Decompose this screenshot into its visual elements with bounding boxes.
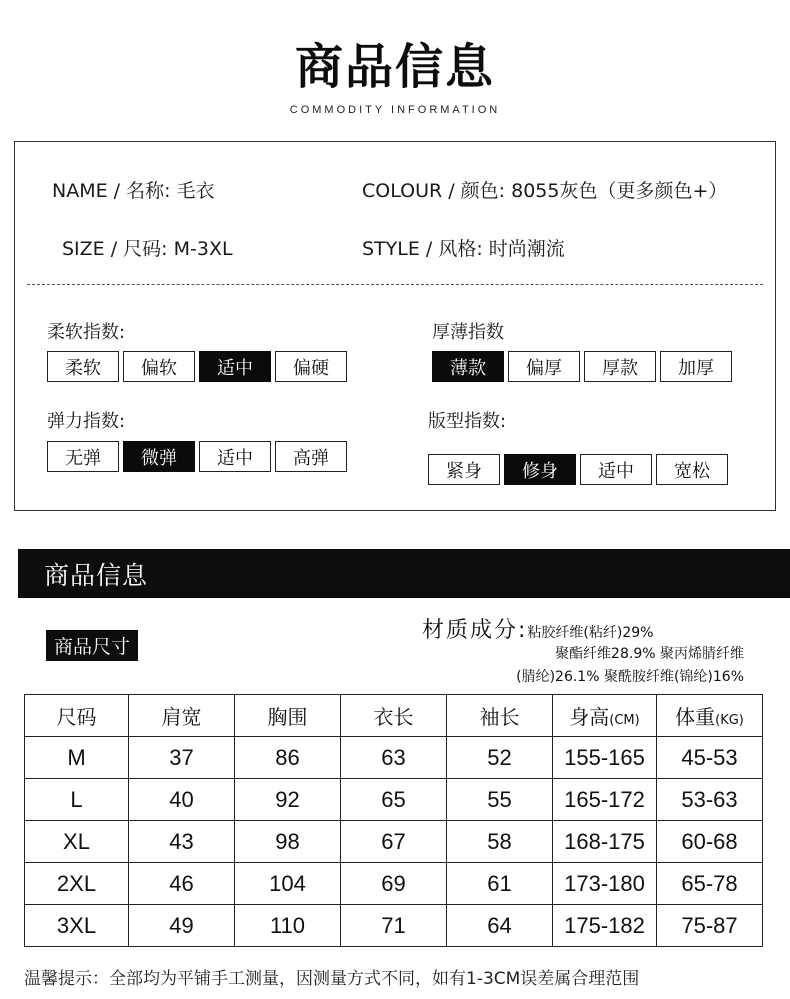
column-header-label: 体重: [675, 705, 716, 729]
table-cell: 155-165: [553, 737, 657, 779]
fit-option: 修身: [504, 454, 576, 485]
product-info-box: [14, 141, 776, 511]
table-cell: 55: [447, 779, 553, 821]
table-cell: XL: [25, 821, 129, 863]
table-cell: 3XL: [25, 905, 129, 947]
colour-field: COLOUR / 颜色: 8055灰色（更多颜色+）: [362, 180, 728, 202]
material-line-1: 粘胶纤维(粘纤)29%: [527, 625, 654, 641]
fit-option: 适中: [580, 454, 652, 485]
table-cell: 65-78: [657, 863, 763, 905]
table-cell: 40: [129, 779, 235, 821]
fit-label: 版型指数:: [428, 411, 507, 432]
elasticity-option: 适中: [199, 441, 271, 472]
column-header: [235, 695, 341, 737]
elasticity-option: 微弹: [123, 441, 195, 472]
elasticity-label: 弹力指数:: [47, 411, 126, 432]
table-cell: 61: [447, 863, 553, 905]
table-cell: 64: [447, 905, 553, 947]
fit-option: 宽松: [656, 454, 728, 485]
table-cell: 67: [341, 821, 447, 863]
table-cell: 2XL: [25, 863, 129, 905]
table-cell: 63: [341, 737, 447, 779]
thickness-option: 偏厚: [508, 351, 580, 382]
column-header: [553, 695, 657, 737]
table-cell: 69: [341, 863, 447, 905]
table-row: [25, 779, 763, 821]
size-table-header: [25, 695, 763, 737]
column-header-label: 尺码: [56, 705, 97, 729]
material-line-3: (腈纶)26.1% 聚酰胺纤维(锦纶)16%: [516, 669, 744, 685]
size-tag: 商品尺寸: [46, 630, 138, 661]
table-cell: 65: [341, 779, 447, 821]
thickness-option: 厚款: [584, 351, 656, 382]
table-cell: 75-87: [657, 905, 763, 947]
softness-option: 偏软: [123, 351, 195, 382]
table-cell: 60-68: [657, 821, 763, 863]
column-header: [341, 695, 447, 737]
table-cell: 53-63: [657, 779, 763, 821]
table-cell: 165-172: [553, 779, 657, 821]
column-header-unit: (KG): [715, 713, 744, 728]
table-cell: 173-180: [553, 863, 657, 905]
name-field: NAME / 名称: 毛衣: [52, 180, 215, 202]
table-row: [25, 737, 763, 779]
table-cell: M: [25, 737, 129, 779]
table-cell: 168-175: [553, 821, 657, 863]
table-row: [25, 863, 763, 905]
table-cell: 175-182: [553, 905, 657, 947]
elasticity-options: [47, 441, 347, 472]
table-cell: 98: [235, 821, 341, 863]
dashed-divider: [27, 284, 763, 285]
table-cell: 104: [235, 863, 341, 905]
size-table-body: [25, 737, 763, 947]
column-header: [657, 695, 763, 737]
table-row: [25, 905, 763, 947]
column-header-unit: (CM): [609, 713, 640, 728]
column-header: [447, 695, 553, 737]
thickness-label: 厚薄指数: [432, 322, 504, 343]
thickness-option: 加厚: [660, 351, 732, 382]
table-cell: 46: [129, 863, 235, 905]
material-heading-label: 材质成分:: [422, 618, 528, 643]
table-cell: 58: [447, 821, 553, 863]
table-cell: 49: [129, 905, 235, 947]
column-header-label: 肩宽: [161, 705, 202, 729]
softness-option: 适中: [199, 351, 271, 382]
column-header-label: 袖长: [479, 705, 520, 729]
section-header-bar: 商品信息: [18, 549, 790, 598]
page-title: 商品信息: [294, 39, 495, 95]
table-cell: 45-53: [657, 737, 763, 779]
softness-option: 偏硬: [275, 351, 347, 382]
table-cell: L: [25, 779, 129, 821]
material-line-2: 聚酯纤维28.9% 聚丙烯腈纤维: [555, 646, 744, 662]
elasticity-option: 无弹: [47, 441, 119, 472]
thickness-options: [432, 351, 732, 382]
table-cell: 110: [235, 905, 341, 947]
column-header-label: 胸围: [267, 705, 308, 729]
column-header-label: 身高: [569, 705, 610, 729]
thickness-option: 薄款: [432, 351, 504, 382]
elasticity-option: 高弹: [275, 441, 347, 472]
size-table: [24, 694, 763, 947]
table-cell: 86: [235, 737, 341, 779]
table-cell: 52: [447, 737, 553, 779]
style-field: STYLE / 风格: 时尚潮流: [362, 238, 565, 260]
material-heading: [422, 613, 653, 644]
softness-option: 柔软: [47, 351, 119, 382]
column-header-label: 衣长: [373, 705, 414, 729]
table-row: [25, 821, 763, 863]
column-header: [129, 695, 235, 737]
table-cell: 37: [129, 737, 235, 779]
table-cell: 92: [235, 779, 341, 821]
fit-options: [428, 454, 728, 485]
page-subtitle: COMMODITY INFORMATION: [289, 104, 501, 116]
fit-option: 紧身: [428, 454, 500, 485]
softness-label: 柔软指数:: [47, 322, 126, 343]
measurement-note: 温馨提示：全部均为平铺手工测量，因测量方式不同，如有1-3CM误差属合理范围: [24, 969, 640, 989]
table-cell: 43: [129, 821, 235, 863]
table-cell: 71: [341, 905, 447, 947]
softness-options: [47, 351, 347, 382]
column-header: [25, 695, 129, 737]
size-field: SIZE / 尺码: M-3XL: [62, 238, 233, 260]
